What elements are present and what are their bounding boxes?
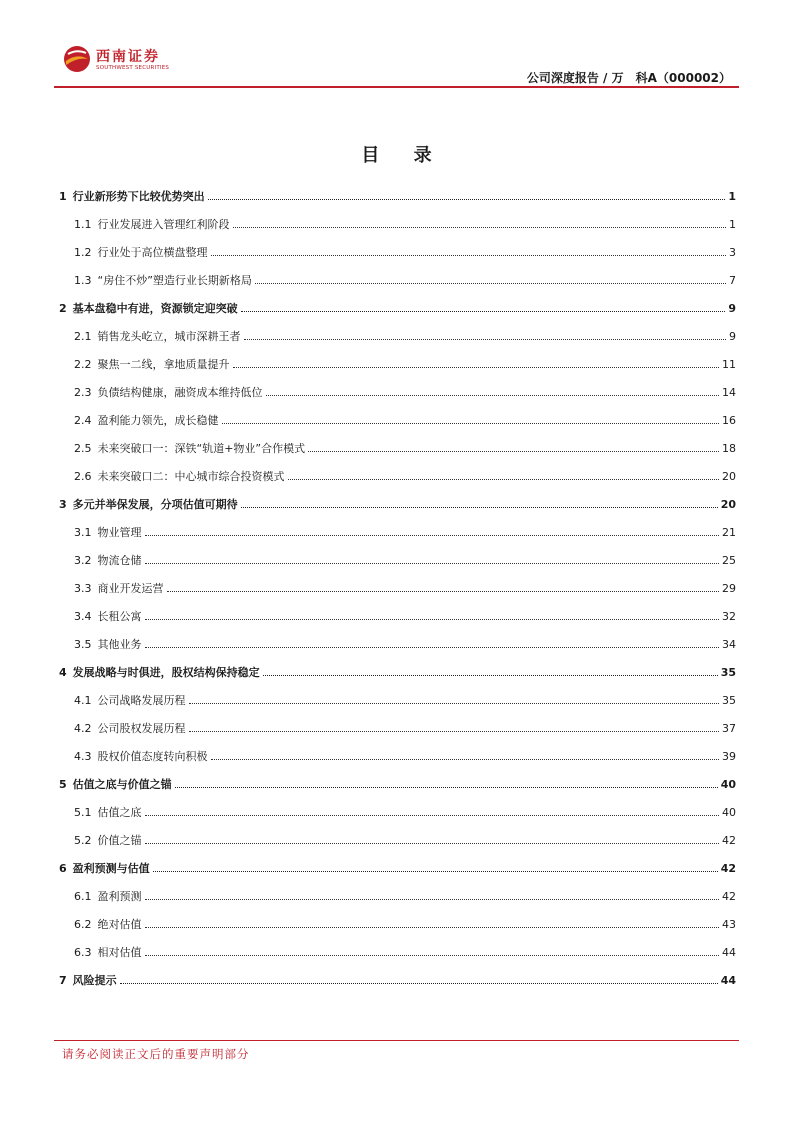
toc-entry-page: 43 [722,917,736,931]
toc-subsection-entry[interactable] [59,882,736,910]
toc-entry-page: 1 [728,189,736,203]
toc-subsection-entry[interactable] [59,574,736,602]
toc-dot-leader [153,871,718,872]
brand-logo [62,44,174,84]
toc-entry-title: 物流仓储 [97,554,142,567]
toc-entry-title: 相对估值 [97,946,142,959]
toc-entry-number: 3.2 [74,553,92,567]
toc-dot-leader [222,423,720,424]
toc-entry-number: 3.3 [74,581,92,595]
toc-subsection-entry[interactable] [59,546,736,574]
toc-entry-number: 3 [59,497,67,511]
toc-subsection-entry[interactable] [59,910,736,938]
toc-entry-title: 负债结构健康，融资成本维持低位 [97,386,263,399]
toc-subsection-entry[interactable] [59,462,736,490]
toc-entry-title: 价值之锚 [97,834,142,847]
toc-dot-leader [120,983,718,984]
toc-dot-leader [211,759,720,760]
toc-subsection-entry[interactable] [59,686,736,714]
toc-entry-number: 2 [59,301,67,315]
toc-subsection-entry[interactable] [59,406,736,434]
toc-entry-title: 其他业务 [97,638,142,651]
toc-section-entry[interactable] [59,770,736,798]
toc-dot-leader [175,787,718,788]
toc-entry-title: 行业新形势下比较优势突出 [72,190,205,203]
toc-dot-leader [145,535,720,536]
toc-entry-title: 基本盘稳中有进，资源锁定迎突破 [72,302,238,315]
toc-entry-page: 32 [722,609,736,623]
toc-entry-title: 股权价值态度转向积极 [97,750,208,763]
toc-entry-title: 商业开发运营 [97,582,164,595]
toc-subsection-entry[interactable] [59,266,736,294]
toc-entry-title: 行业处于高位横盘整理 [97,246,208,259]
toc-entry-title: 风险提示 [72,974,117,987]
toc-entry-page: 44 [722,945,736,959]
toc-entry-number: 7 [59,973,67,987]
toc-entry-number: 4.1 [74,693,92,707]
toc-entry-number: 1.2 [74,245,92,259]
toc-entry-title: 公司股权发展历程 [97,722,186,735]
toc-dot-leader [145,899,720,900]
toc-entry-title: “房住不炒”塑造行业长期新格局 [97,274,252,287]
toc-entry-page: 9 [729,329,736,343]
toc-entry-number: 4.3 [74,749,92,763]
toc-entry-number: 5 [59,777,67,791]
toc-entry-title: 聚焦一二线，拿地质量提升 [97,358,230,371]
toc-entry-page: 20 [720,497,736,511]
toc-dot-leader [145,815,720,816]
toc-dot-leader [255,283,726,284]
footer-disclaimer: 请务必阅读正文后的重要声明部分 [62,1047,250,1061]
toc-entry-title: 盈利能力领先，成长稳健 [97,414,219,427]
toc-entry-page: 42 [722,833,736,847]
toc-dot-leader [233,367,720,368]
toc-entry-page: 40 [722,805,736,819]
toc-entry-number: 6.1 [74,889,92,903]
toc-entry-number: 5.2 [74,833,92,847]
toc-subsection-entry[interactable] [59,826,736,854]
toc-entry-number: 2.4 [74,413,92,427]
toc-subsection-entry[interactable] [59,602,736,630]
toc-entry-page: 11 [722,357,736,371]
brand-name-en: SOUTHWEST SECURITIES [96,65,170,71]
toc-entry-number: 3.4 [74,609,92,623]
toc-subsection-entry[interactable] [59,714,736,742]
toc-entry-number: 6.2 [74,917,92,931]
table-of-contents [59,182,736,994]
toc-entry-number: 1.3 [74,273,92,287]
toc-dot-leader [211,255,727,256]
footer-divider [54,1040,739,1041]
toc-entry-number: 2.3 [74,385,92,399]
toc-subsection-entry[interactable] [59,518,736,546]
toc-section-entry[interactable] [59,658,736,686]
toc-section-entry[interactable] [59,294,736,322]
toc-entry-page: 7 [729,273,736,287]
toc-section-entry[interactable] [59,966,736,994]
toc-dot-leader [189,703,720,704]
toc-entry-page: 35 [720,665,736,679]
toc-entry-title: 行业发展进入管理红利阶段 [97,218,230,231]
toc-subsection-entry[interactable] [59,322,736,350]
toc-entry-number: 3.5 [74,637,92,651]
toc-entry-title: 估值之底与价值之锚 [72,778,172,791]
toc-dot-leader [308,451,719,452]
toc-dot-leader [288,479,720,480]
toc-section-entry[interactable] [59,490,736,518]
toc-dot-leader [263,675,718,676]
toc-dot-leader [145,843,720,844]
toc-entry-title: 绝对估值 [97,918,142,931]
toc-subsection-entry[interactable] [59,630,736,658]
toc-dot-leader [145,619,720,620]
toc-entry-page: 20 [722,469,736,483]
toc-entry-title: 未来突破口一：深铁“轨道+物业”合作模式 [97,442,306,455]
toc-entry-number: 5.1 [74,805,92,819]
toc-dot-leader [241,311,726,312]
toc-entry-page: 1 [729,217,736,231]
toc-dot-leader [208,199,726,200]
toc-entry-number: 4.2 [74,721,92,735]
report-header-title: 公司深度报告 / 万 科A（000002） [526,71,731,85]
toc-entry-title: 物业管理 [97,526,142,539]
toc-entry-page: 44 [720,973,736,987]
toc-entry-page: 16 [722,413,736,427]
toc-dot-leader [167,591,720,592]
toc-entry-page: 21 [722,525,736,539]
toc-dot-leader [241,507,718,508]
toc-entry-title: 盈利预测 [97,890,142,903]
toc-entry-title: 公司战略发展历程 [97,694,186,707]
toc-entry-page: 25 [722,553,736,567]
toc-subsection-entry[interactable] [59,798,736,826]
toc-entry-number: 1 [59,189,67,203]
toc-entry-page: 37 [722,721,736,735]
toc-entry-title: 销售龙头屹立，城市深耕王者 [97,330,241,343]
toc-entry-page: 40 [720,777,736,791]
toc-subsection-entry[interactable] [59,742,736,770]
toc-entry-title: 多元并举保发展，分项估值可期待 [72,498,238,511]
toc-subsection-entry[interactable] [59,938,736,966]
header-divider [54,86,739,88]
toc-entry-title: 盈利预测与估值 [72,862,150,875]
toc-entry-page: 42 [720,861,736,875]
toc-entry-page: 3 [729,245,736,259]
toc-subsection-entry[interactable] [59,378,736,406]
toc-dot-leader [266,395,720,396]
logo-emblem-icon [62,44,92,74]
toc-entry-number: 2.5 [74,441,92,455]
toc-entry-page: 39 [722,749,736,763]
toc-entry-number: 2.2 [74,357,92,371]
toc-dot-leader [189,731,720,732]
toc-entry-title: 发展战略与时俱进，股权结构保持稳定 [72,666,260,679]
toc-entry-number: 3.1 [74,525,92,539]
toc-section-entry[interactable] [59,182,736,210]
toc-entry-title: 估值之底 [97,806,142,819]
toc-entry-page: 42 [722,889,736,903]
toc-subsection-entry[interactable] [59,238,736,266]
toc-dot-leader [244,339,727,340]
brand-name-cn: 西南证券 [96,49,160,65]
toc-entry-number: 6 [59,861,67,875]
toc-entry-number: 4 [59,665,67,679]
toc-section-entry[interactable] [59,854,736,882]
toc-subsection-entry[interactable] [59,434,736,462]
toc-entry-page: 29 [722,581,736,595]
toc-subsection-entry[interactable] [59,210,736,238]
toc-dot-leader [233,227,727,228]
toc-heading: 目 录 [361,145,446,166]
toc-entry-page: 18 [722,441,736,455]
toc-dot-leader [145,955,720,956]
toc-subsection-entry[interactable] [59,350,736,378]
toc-dot-leader [145,563,720,564]
toc-entry-page: 14 [722,385,736,399]
toc-entry-page: 9 [728,301,736,315]
toc-entry-number: 2.1 [74,329,92,343]
toc-entry-number: 6.3 [74,945,92,959]
toc-entry-number: 1.1 [74,217,92,231]
toc-dot-leader [145,927,720,928]
toc-entry-page: 34 [722,637,736,651]
toc-entry-title: 未来突破口二：中心城市综合投资模式 [97,470,285,483]
toc-entry-number: 2.6 [74,469,92,483]
toc-dot-leader [145,647,720,648]
toc-entry-page: 35 [722,693,736,707]
toc-entry-title: 长租公寓 [97,610,142,623]
